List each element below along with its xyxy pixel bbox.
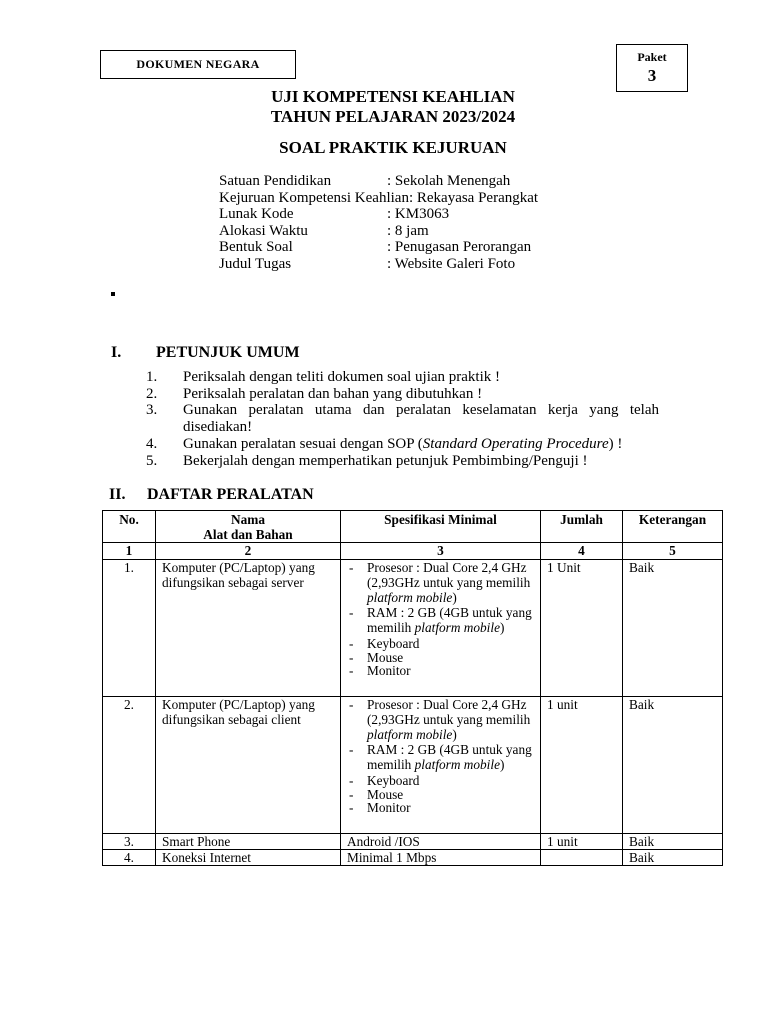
column-number: 2 bbox=[156, 543, 341, 559]
column-number-row bbox=[103, 543, 723, 559]
title-line-2: TAHUN PELAJARAN 2023/2024 bbox=[270, 107, 516, 126]
list-number: 5. bbox=[146, 453, 158, 469]
spec-text: ) bbox=[499, 620, 505, 636]
column-number: 5 bbox=[623, 543, 723, 559]
header-nama-line: Alat dan Bahan bbox=[203, 527, 293, 543]
info-label: Bentuk Soal bbox=[219, 239, 293, 256]
info-label: Alokasi Waktu bbox=[219, 222, 308, 239]
row-nama: Komputer (PC/Laptop) yang difungsikan sebagai client bbox=[156, 696, 341, 833]
info-value: : Penugasan Perorangan bbox=[387, 239, 532, 256]
spec-text: Prosesor : Dual Core 2,4 GHz (2,93GHz untuk yang memilih bbox=[367, 559, 531, 590]
list-number: 2. bbox=[146, 386, 158, 402]
header-no: No. bbox=[103, 511, 156, 543]
table-row bbox=[103, 696, 723, 833]
spec-italic: platform mobile bbox=[367, 727, 453, 743]
row-nama: Komputer (PC/Laptop) yang difungsikan sebagai server bbox=[156, 559, 341, 696]
info-row bbox=[219, 239, 531, 256]
list-text: Bekerjalah dengan memperhatikan petunjuk Pembimbing/Penguji ! bbox=[183, 453, 588, 469]
header-spesifikasi: Spesifikasi Minimal bbox=[341, 511, 541, 543]
spec-text: ) bbox=[452, 590, 457, 606]
row-nama: Koneksi Internet bbox=[156, 849, 341, 865]
row-keterangan: Baik bbox=[623, 849, 723, 865]
list-text-part: ) ! bbox=[608, 436, 623, 452]
equipment-table bbox=[102, 510, 723, 866]
title-line-1: UJI KOMPETENSI KEAHLIAN bbox=[271, 87, 515, 106]
spec-text: RAM : 2 GB (4GB untuk yang memilih bbox=[367, 605, 532, 636]
spec-italic: platform mobile bbox=[367, 590, 453, 606]
row-no: 2. bbox=[103, 696, 156, 833]
table-row bbox=[103, 559, 723, 696]
info-row bbox=[219, 173, 510, 190]
list-number: 1. bbox=[146, 369, 158, 385]
info-value: : Rekayasa Perangkat bbox=[408, 189, 539, 206]
spec-item bbox=[347, 560, 534, 606]
paket-number: 3 bbox=[647, 66, 657, 85]
spec-item bbox=[347, 742, 534, 772]
list-item bbox=[0, 369, 768, 386]
section-2-title: DAFTAR PERALATAN bbox=[147, 486, 314, 503]
info-label: Kejuruan Kompetensi Keahlian bbox=[219, 189, 409, 206]
row-no: 1. bbox=[103, 559, 156, 696]
section-1-title: PETUNJUK UMUM bbox=[156, 344, 300, 361]
column-number: 3 bbox=[341, 543, 541, 559]
bullet-square-icon bbox=[111, 292, 115, 296]
spec-text: Prosesor : Dual Core 2,4 GHz (2,93GHz untuk yang memilih bbox=[367, 696, 531, 727]
column-number: 4 bbox=[541, 543, 623, 559]
header-jumlah: Jumlah bbox=[541, 511, 623, 543]
list-text-continued: disediakan! bbox=[183, 419, 253, 435]
info-value: : Sekolah Menengah bbox=[387, 173, 511, 189]
row-jumlah: 1 unit bbox=[541, 696, 623, 833]
paket-box bbox=[616, 44, 688, 92]
info-row bbox=[219, 256, 515, 273]
row-spec: Minimal 1 Mbps bbox=[341, 849, 541, 865]
info-value: : Website Galeri Foto bbox=[387, 256, 516, 272]
row-keterangan: Baik bbox=[623, 696, 723, 833]
list-text: Periksalah dengan teliti dokumen soal ujian praktik ! bbox=[183, 369, 501, 385]
spec-item: - Monitor bbox=[347, 664, 534, 678]
spec-item bbox=[347, 697, 534, 743]
row-spec bbox=[341, 696, 541, 833]
list-item bbox=[0, 453, 768, 470]
list-text bbox=[183, 436, 659, 453]
list-text: Periksalah peralatan dan bahan yang dibutuhkan ! bbox=[183, 386, 483, 402]
header-nama-line: Nama bbox=[231, 512, 265, 527]
info-label: Satuan Pendidikan bbox=[219, 173, 332, 189]
spec-list bbox=[347, 697, 534, 815]
row-keterangan: Baik bbox=[623, 559, 723, 696]
spec-item: - Mouse bbox=[347, 651, 534, 665]
spec-item: - Keyboard bbox=[347, 636, 534, 651]
spec-italic: platform mobile bbox=[414, 757, 500, 773]
row-spec bbox=[341, 559, 541, 696]
list-text-part: Gunakan peralatan sesuai dengan SOP ( bbox=[183, 436, 423, 452]
spec-item bbox=[347, 605, 534, 635]
spec-italic: platform mobile bbox=[414, 620, 500, 636]
info-row bbox=[219, 223, 429, 240]
list-number: 4. bbox=[146, 436, 158, 452]
spec-item: - Monitor bbox=[347, 801, 534, 815]
header-nama bbox=[156, 511, 341, 543]
row-jumlah: 1 unit bbox=[541, 833, 623, 849]
list-text-italic: Standard Operating Procedure bbox=[422, 436, 609, 452]
spec-text: RAM : 2 GB (4GB untuk yang memilih bbox=[367, 742, 532, 773]
list-item bbox=[0, 436, 768, 453]
row-no: 3. bbox=[103, 833, 156, 849]
column-number: 1 bbox=[103, 543, 156, 559]
spec-item: - Mouse bbox=[347, 788, 534, 802]
table-row bbox=[103, 849, 723, 865]
row-spec: Android /IOS bbox=[341, 833, 541, 849]
row-nama: Smart Phone bbox=[156, 833, 341, 849]
info-label: Lunak Kode bbox=[219, 206, 294, 223]
row-keterangan: Baik bbox=[623, 833, 723, 849]
list-item bbox=[0, 386, 768, 403]
table-header-row bbox=[103, 511, 723, 543]
row-jumlah bbox=[541, 849, 623, 865]
list-number: 3. bbox=[146, 402, 158, 418]
info-value: : KM3063 bbox=[387, 206, 450, 223]
list-text: Gunakan peralatan utama dan peralatan keselamatan kerja yang telah bbox=[183, 402, 659, 418]
dokumen-negara-label: DOKUMEN NEGARA bbox=[100, 50, 296, 79]
list-item bbox=[0, 402, 768, 436]
paket-label: Paket bbox=[637, 50, 667, 64]
info-label: Judul Tugas bbox=[219, 256, 292, 272]
header-keterangan: Keterangan bbox=[623, 511, 723, 543]
spec-text: ) bbox=[499, 757, 505, 773]
spec-list bbox=[347, 560, 534, 678]
table-row bbox=[103, 833, 723, 849]
row-jumlah: 1 Unit bbox=[541, 559, 623, 696]
section-2-numeral: II. bbox=[109, 486, 126, 503]
title-line-3: SOAL PRAKTIK KEJURUAN bbox=[279, 138, 507, 157]
info-row bbox=[219, 190, 538, 207]
section-1-numeral: I. bbox=[111, 344, 122, 361]
info-value: : 8 jam bbox=[387, 222, 429, 239]
info-row bbox=[219, 206, 449, 223]
spec-item: - Keyboard bbox=[347, 773, 534, 788]
spec-text: ) bbox=[452, 727, 457, 743]
row-no: 4. bbox=[103, 849, 156, 865]
